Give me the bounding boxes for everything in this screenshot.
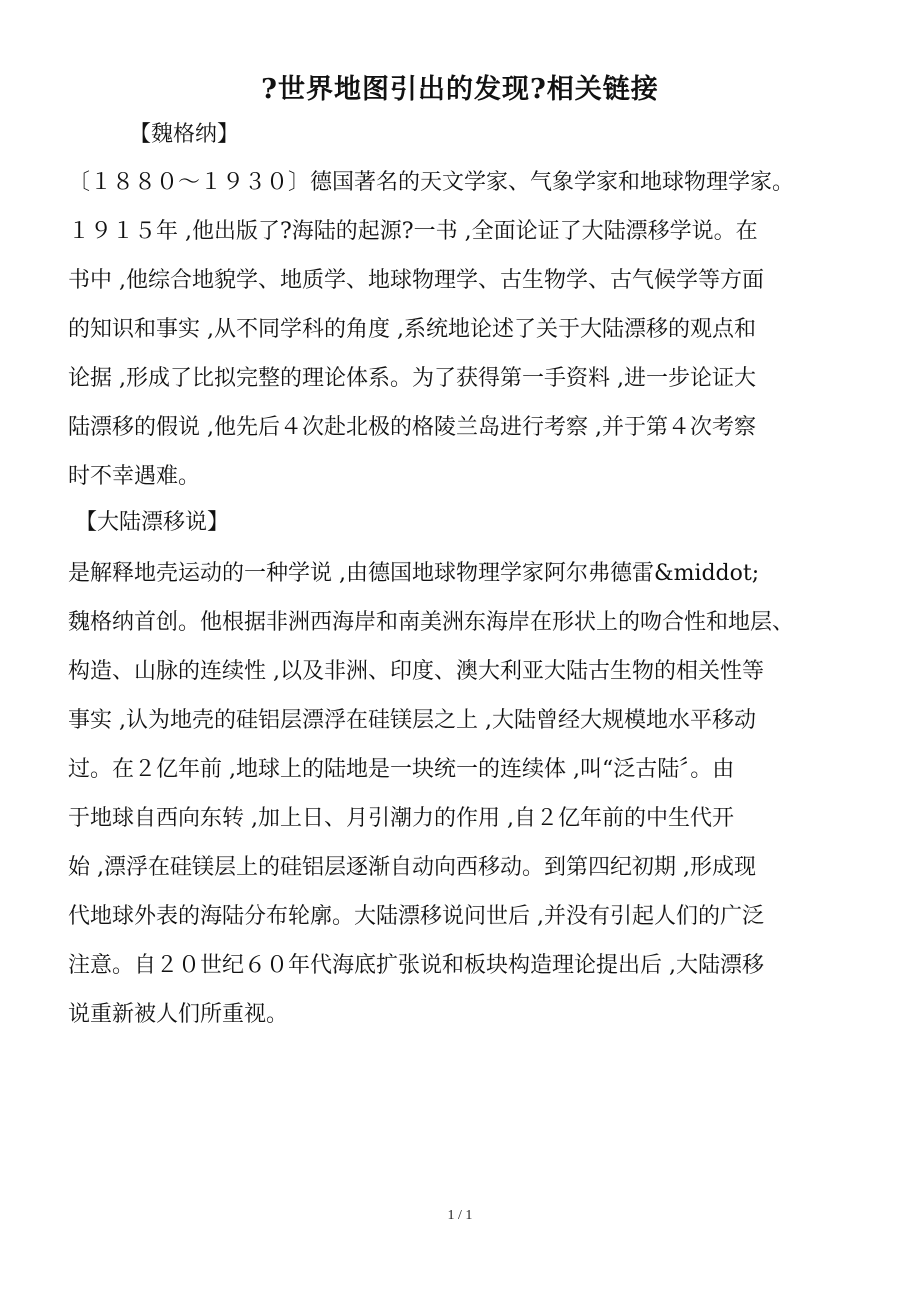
paragraph-line: 代地球外表的海陆分布轮廓。大陆漂移说问世后 ,并没有引起人们的广泛 xyxy=(68,904,764,929)
paragraph-line: 构造、山脉的连续性 ,以及非洲、印度、澳大利亚大陆古生物的相关性等 xyxy=(68,659,764,684)
paragraph-line: 时不幸遇难。 xyxy=(68,464,201,489)
paragraph-line: 书中 ,他综合地貌学、地质学、地球物理学、古生物学、古气候学等方面 xyxy=(68,268,764,293)
paragraph-line: 论据 ,形成了比拟完整的理论体系。为了获得第一手资料 ,进一步论证大 xyxy=(68,366,756,391)
paragraph-line: 事实 ,认为地壳的硅铝层漂浮在硅镁层之上 ,大陆曾经大规模地水平移动 xyxy=(68,708,756,733)
section-heading-continental-drift: 【大陆漂移说】 xyxy=(75,510,230,535)
paragraph-line: 过。在２亿年前 ,地球上的陆地是一块统一的连续体 ,叫“泛古陆〞。由 xyxy=(68,757,735,782)
page-title: ?世界地图引出的发现?相关链接 xyxy=(261,74,659,105)
paragraph-line: 始 ,漂浮在硅镁层上的硅铝层逐渐自动向西移动。到第四纪初期 ,形成现 xyxy=(68,855,756,880)
paragraph-line: 是解释地壳运动的一种学说 ,由德国地球物理学家阿尔弗德雷&middot; xyxy=(68,561,760,586)
paragraph-line: 陆漂移的假说 ,他先后４次赴北极的格陵兰岛进行考察 ,并于第４次考察 xyxy=(68,415,756,440)
page-number: 1 / 1 xyxy=(447,1208,473,1223)
paragraph-line: 注意。自２０世纪６０年代海底扩张说和板块构造理论提出后 ,大陆漂移 xyxy=(68,953,764,978)
paragraph-line: 于地球自西向东转 ,加上日、月引潮力的作用 ,自２亿年前的中生代开 xyxy=(68,806,734,831)
paragraph-line: 〔１８８０～１９３０〕德国著名的天文学家、气象学家和地球物理学家。 xyxy=(68,170,795,195)
paragraph-line: 说重新被人们所重视。 xyxy=(68,1002,289,1027)
paragraph-line: 魏格纳首创。他根据非洲西海岸和南美洲东海岸在形状上的吻合性和地层、 xyxy=(68,610,795,635)
paragraph-line: 的知识和事实 ,从不同学科的角度 ,系统地论述了关于大陆漂移的观点和 xyxy=(68,317,756,342)
section-heading-wegener: 【魏格纳】 xyxy=(129,122,240,147)
paragraph-line: １９１５年 ,他出版了?海陆的起源?一书 ,全面论证了大陆漂移学说。在 xyxy=(68,219,758,244)
